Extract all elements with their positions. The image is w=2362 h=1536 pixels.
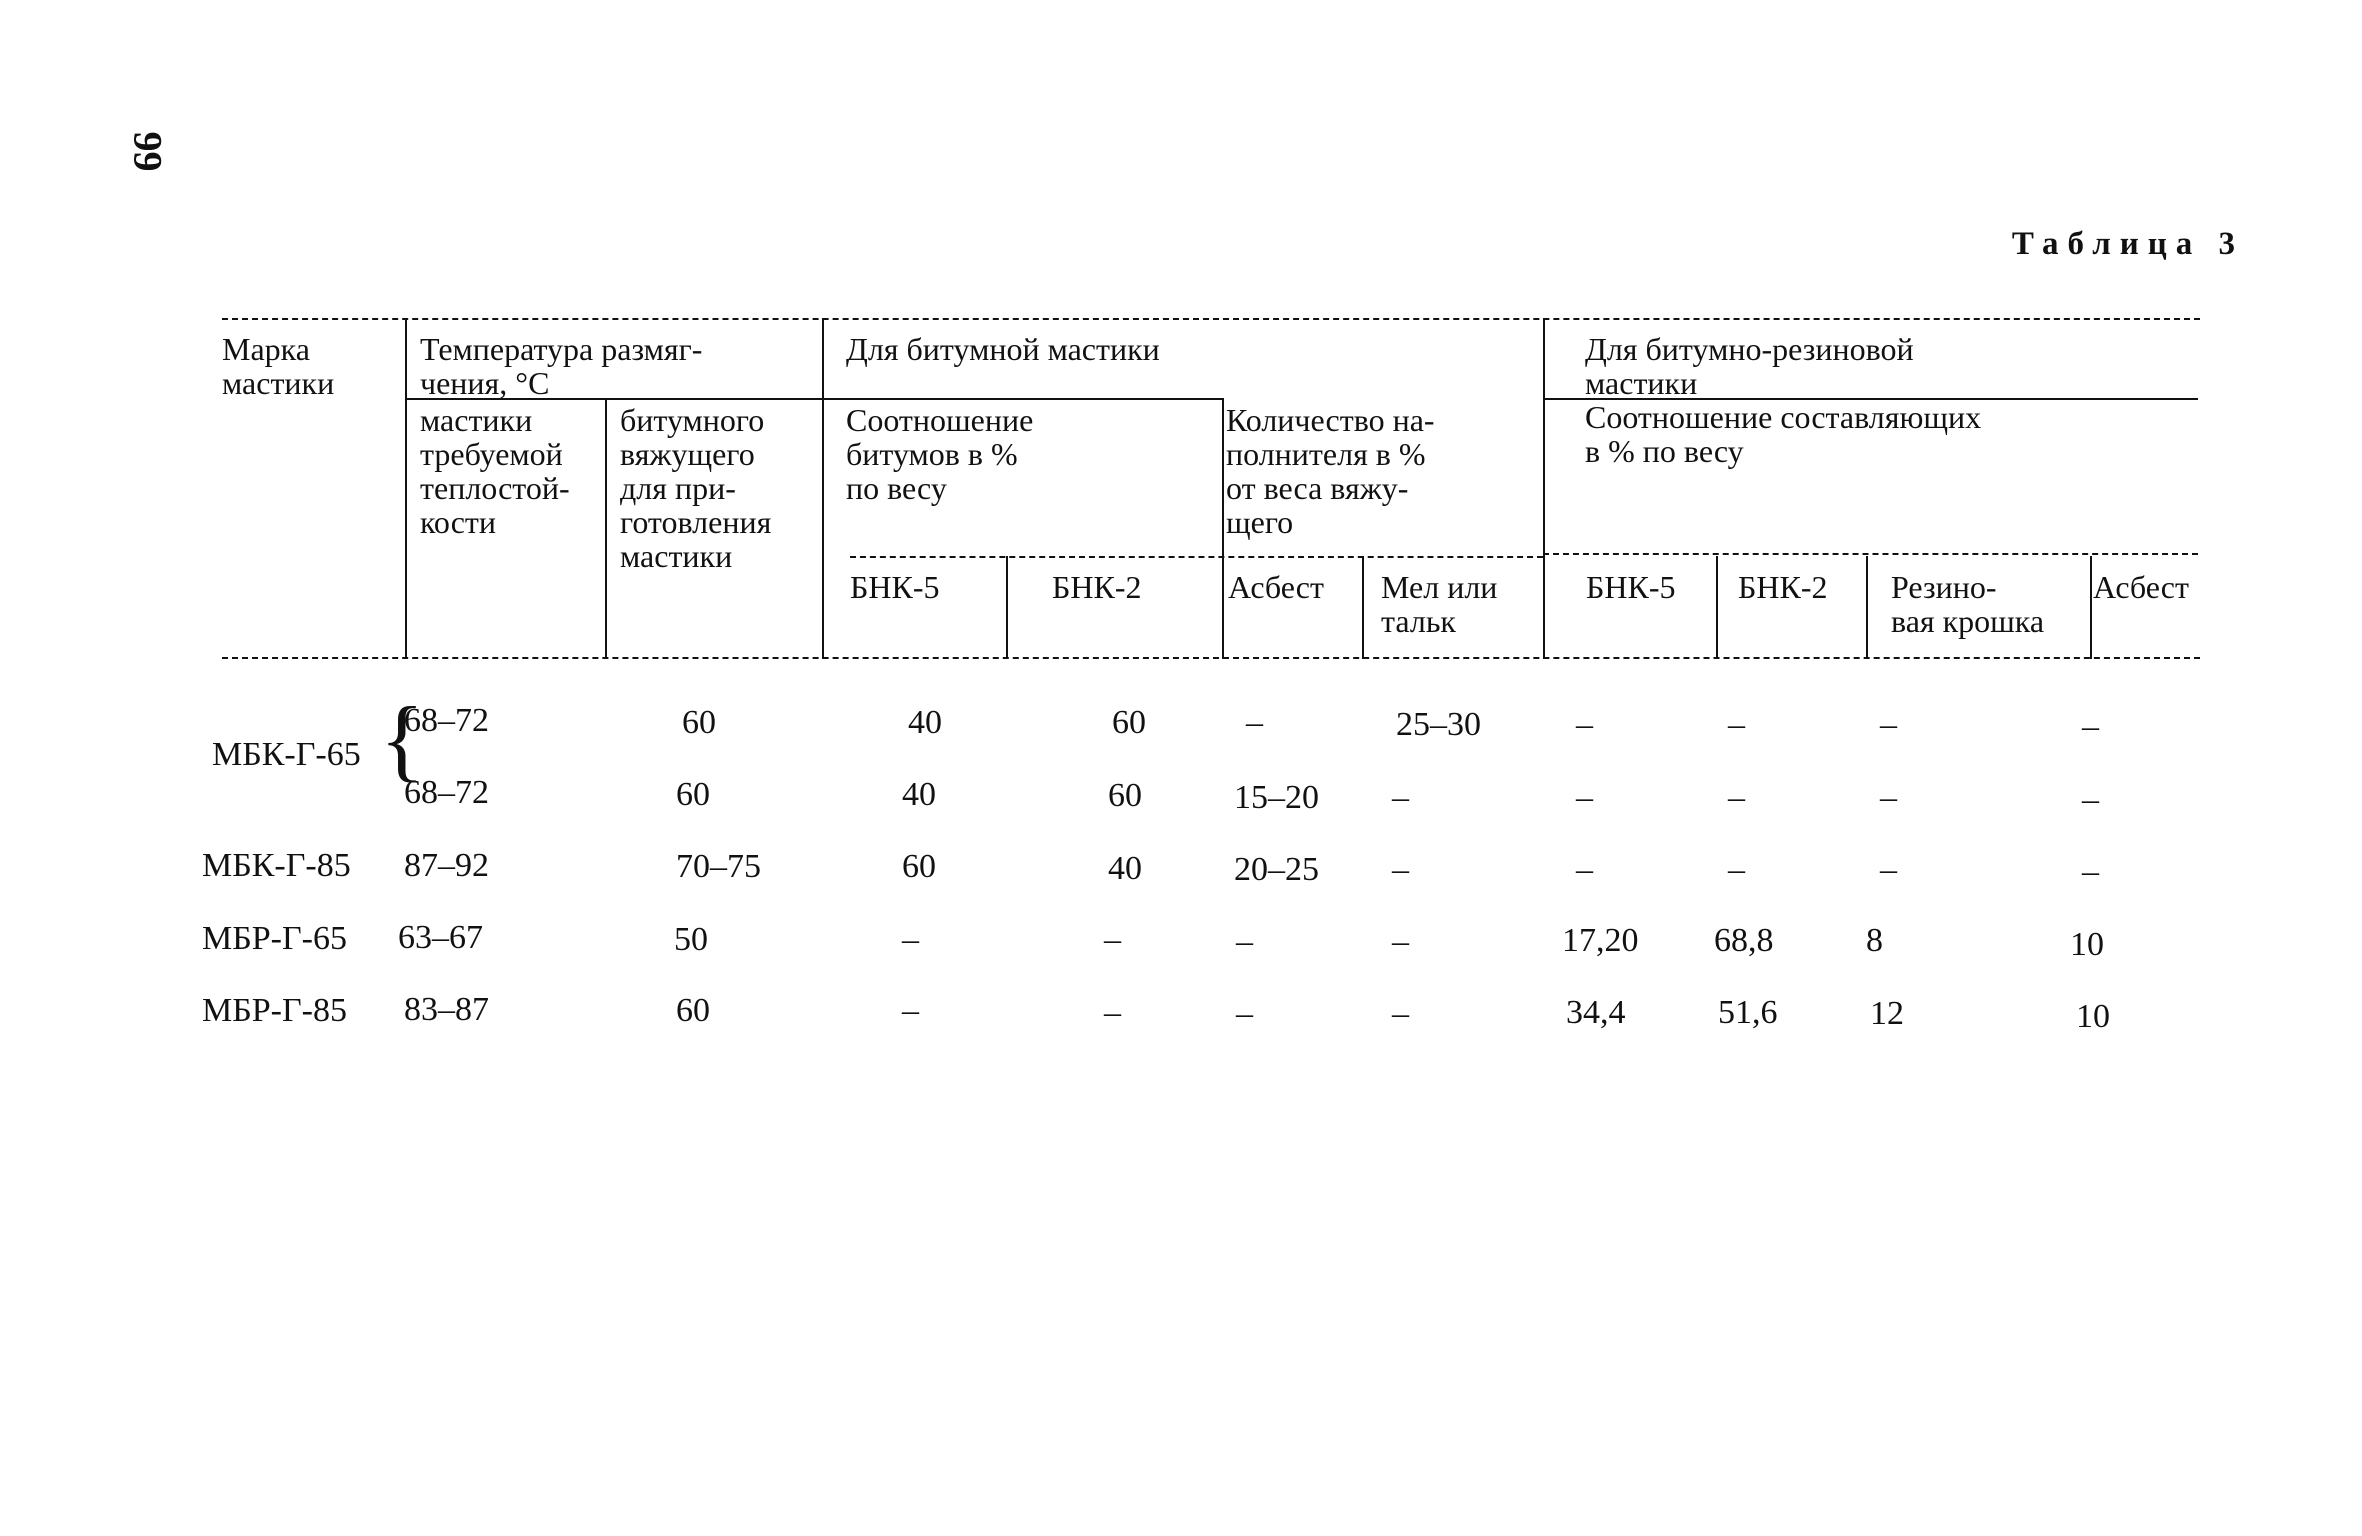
divider-bitumen bbox=[822, 318, 824, 659]
header-asbestos-a: Асбест bbox=[1228, 569, 1324, 605]
divider-rubber bbox=[1543, 318, 1545, 659]
cell-r-bnk5: 34,4 bbox=[1566, 994, 1626, 1031]
divider-bnk-a bbox=[1006, 556, 1008, 659]
cell-brand: МБР-Г-65 bbox=[202, 920, 347, 957]
cell-r-asbestos: 10 bbox=[2070, 926, 2104, 963]
cell-t-binder: 60 bbox=[676, 776, 710, 813]
header-bitumen-mastic: Для битумной мастики bbox=[846, 331, 1160, 367]
cell-bnk2: – bbox=[1104, 921, 1121, 958]
cell-bnk2: 40 bbox=[1108, 850, 1142, 887]
rule-bitumen-cols bbox=[850, 556, 1543, 558]
cell-r-crumb: – bbox=[1880, 706, 1897, 743]
header-brand: Марка мастики bbox=[222, 331, 335, 401]
header-rubber-ratio: Соотношение составляющих в % по весу bbox=[1585, 399, 1982, 469]
cell-asbestos: 20–25 bbox=[1234, 851, 1319, 888]
header-temp-mastic: мастики требуемой теплостой- кости bbox=[420, 402, 570, 540]
cell-t-binder: 60 bbox=[682, 704, 716, 741]
divider-crumb bbox=[2090, 556, 2092, 659]
cell-r-crumb: – bbox=[1880, 851, 1897, 888]
header-rubber-crumb: Резино- вая крошка bbox=[1891, 569, 2045, 639]
cell-r-bnk5: – bbox=[1576, 706, 1593, 743]
table-top-rule bbox=[222, 318, 2200, 320]
header-bnk5-b: БНК-5 bbox=[1586, 569, 1676, 605]
cell-asbestos: – bbox=[1236, 923, 1253, 960]
header-temp-binder: битумного вяжущего для при- готовления мастики bbox=[620, 402, 772, 574]
cell-r-bnk5: – bbox=[1576, 779, 1593, 816]
cell-bnk2: 60 bbox=[1108, 777, 1142, 814]
header-bnk2-a: БНК-2 bbox=[1052, 569, 1142, 605]
cell-bnk5: 60 bbox=[902, 848, 936, 885]
header-rubber-mastic: Для битумно-резиновой мастики bbox=[1585, 331, 1914, 401]
divider-brand bbox=[405, 318, 407, 659]
header-temperature: Температура размяг- чения, °С bbox=[420, 331, 703, 401]
table-header-bottom-rule bbox=[222, 657, 2200, 659]
divider-filler bbox=[1222, 398, 1224, 659]
cell-t-mastic: 83–87 bbox=[404, 991, 489, 1028]
header-filler-amount: Количество на- полнителя в % от веса вяжу- щего bbox=[1226, 402, 1435, 540]
row-group-brace: { bbox=[380, 688, 425, 790]
header-bnk2-b: БНК-2 bbox=[1738, 569, 1828, 605]
table-title: Таблица 3 bbox=[2011, 226, 2244, 262]
cell-bnk2: 60 bbox=[1112, 704, 1146, 741]
cell-r-bnk5: – bbox=[1576, 851, 1593, 888]
header-bnk5-a: БНК-5 bbox=[850, 569, 940, 605]
header-chalk-talc: Мел или тальк bbox=[1381, 569, 1498, 639]
cell-chalk: 25–30 bbox=[1396, 706, 1481, 743]
cell-chalk: – bbox=[1392, 995, 1409, 1032]
divider-temp bbox=[605, 398, 607, 659]
cell-t-mastic: 87–92 bbox=[404, 847, 489, 884]
cell-asbestos: – bbox=[1236, 995, 1253, 1032]
cell-asbestos: – bbox=[1246, 704, 1263, 741]
cell-t-mastic: 63–67 bbox=[398, 919, 483, 956]
cell-bnk5: – bbox=[902, 992, 919, 1029]
cell-chalk: – bbox=[1392, 779, 1409, 816]
cell-t-mastic: 68–72 bbox=[404, 702, 489, 739]
cell-asbestos: 15–20 bbox=[1234, 779, 1319, 816]
header-asbestos-b: Асбест bbox=[2093, 569, 2189, 605]
cell-chalk: – bbox=[1392, 923, 1409, 960]
cell-t-binder: 70–75 bbox=[676, 848, 761, 885]
divider-bnk2-b bbox=[1866, 556, 1868, 659]
cell-bnk5: – bbox=[902, 921, 919, 958]
cell-r-crumb: – bbox=[1880, 779, 1897, 816]
cell-r-bnk2: 51,6 bbox=[1718, 994, 1778, 1031]
cell-bnk5: 40 bbox=[908, 704, 942, 741]
cell-brand: МБК-Г-65 bbox=[212, 736, 361, 773]
divider-bnk5-b bbox=[1716, 556, 1718, 659]
cell-bnk2: – bbox=[1104, 994, 1121, 1031]
cell-r-asbestos: – bbox=[2082, 853, 2099, 890]
divider-asbestos-a bbox=[1362, 556, 1364, 659]
rule-bitumen-sub bbox=[822, 398, 1222, 400]
cell-r-asbestos: – bbox=[2082, 781, 2099, 818]
cell-t-binder: 60 bbox=[676, 992, 710, 1029]
header-bitumen-ratio: Соотношение битумов в % по весу bbox=[846, 402, 1034, 506]
cell-r-asbestos: 10 bbox=[2076, 998, 2110, 1035]
cell-r-asbestos: – bbox=[2082, 708, 2099, 745]
page-number: 99 bbox=[125, 131, 171, 172]
cell-r-crumb: 8 bbox=[1866, 922, 1883, 959]
cell-t-mastic: 68–72 bbox=[404, 774, 489, 811]
cell-t-binder: 50 bbox=[674, 921, 708, 958]
cell-brand: МБК-Г-85 bbox=[202, 847, 351, 884]
cell-r-bnk2: – bbox=[1728, 706, 1745, 743]
cell-bnk5: 40 bbox=[902, 776, 936, 813]
cell-r-bnk2: 68,8 bbox=[1714, 922, 1774, 959]
cell-chalk: – bbox=[1392, 851, 1409, 888]
cell-brand: МБР-Г-85 bbox=[202, 992, 347, 1029]
cell-r-bnk2: – bbox=[1728, 779, 1745, 816]
rule-rubber-cols bbox=[1543, 553, 2198, 555]
cell-r-bnk5: 17,20 bbox=[1562, 922, 1639, 959]
cell-r-bnk2: – bbox=[1728, 851, 1745, 888]
cell-r-crumb: 12 bbox=[1870, 995, 1904, 1032]
